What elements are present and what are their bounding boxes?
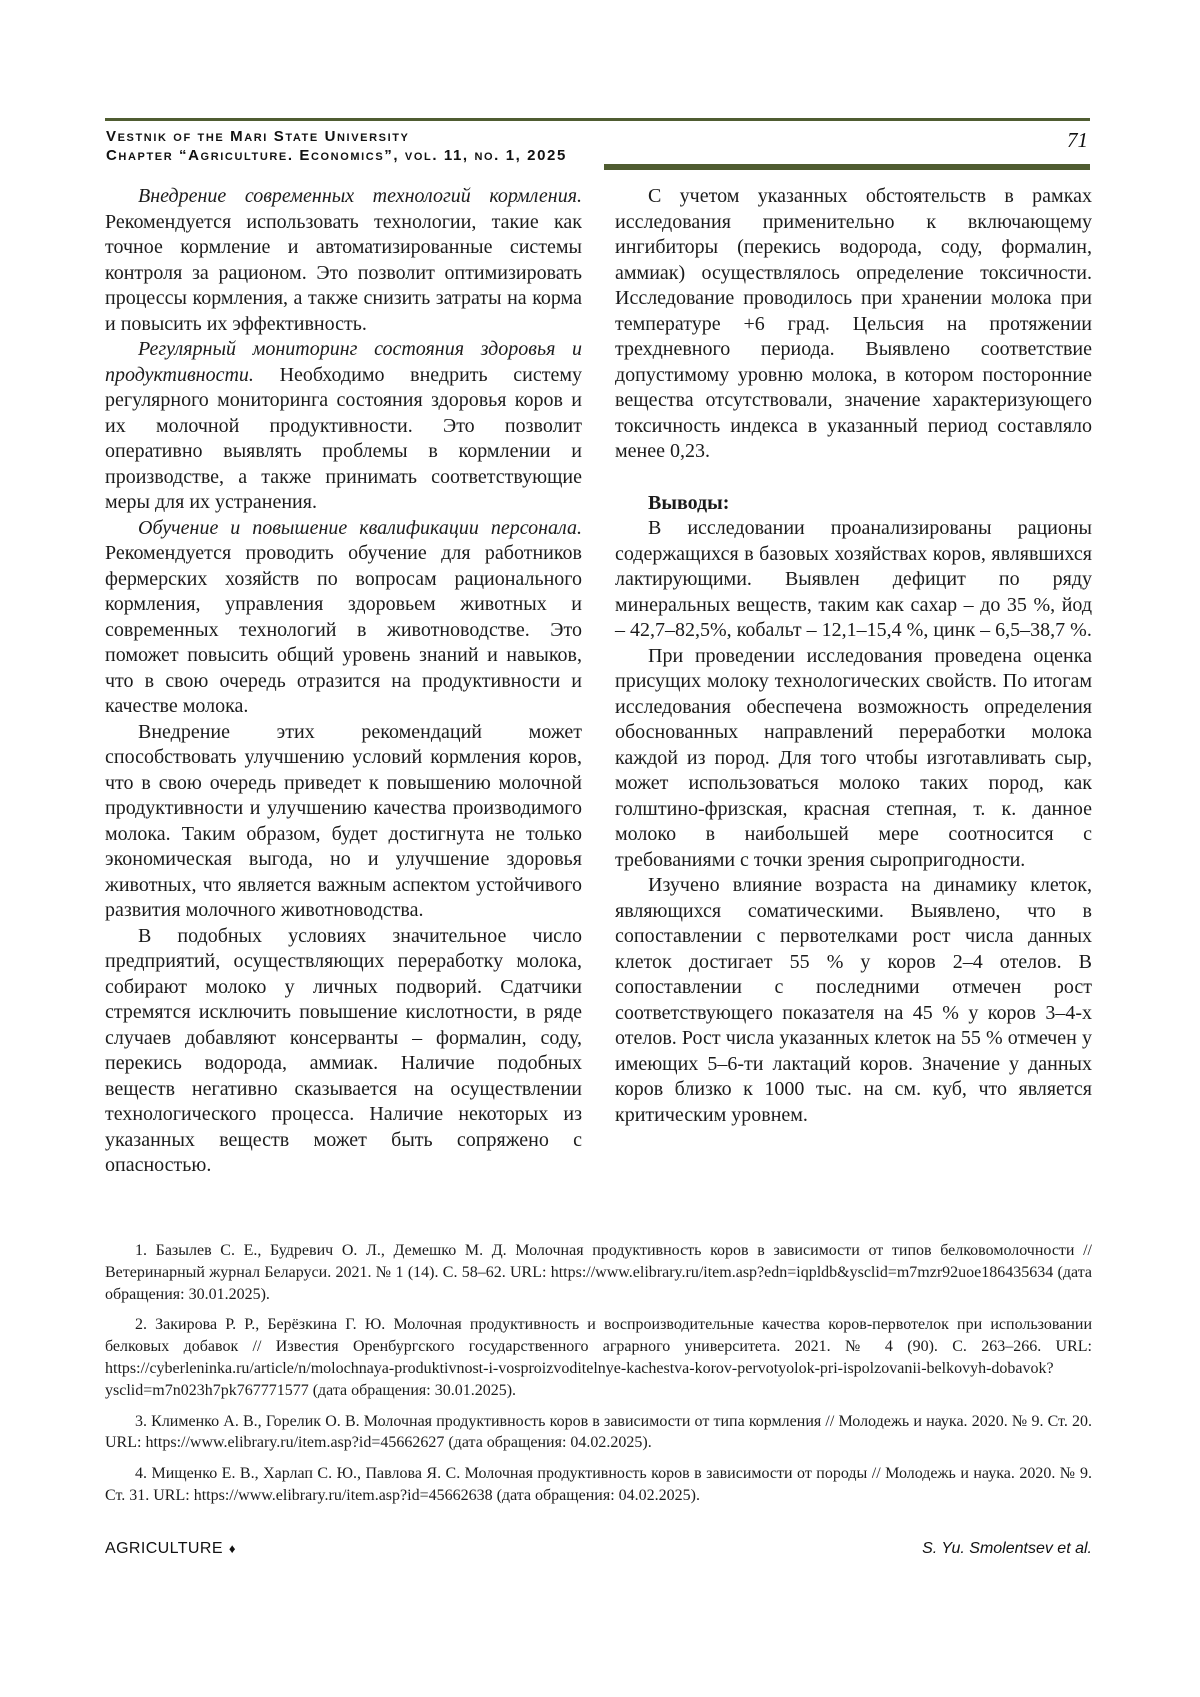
header-rule-top bbox=[105, 118, 1090, 121]
paragraph-text: При проведении исследования проведена оценка присущих молоку технологических свойств. По итогам исследования обеспечена возможность определения обоснованных направлений переработки молока каждой из пород. Для того чтобы изготавливать сыр, может использоваться молоко таких пород, как голштино-фризская, красная степная, т. к. данное молоко в наибольшей мере соотносится с требованиями с точки зрения сыропригодности. bbox=[615, 644, 1092, 871]
references-section bbox=[105, 1240, 1092, 1516]
conclusions-heading: Выводы: bbox=[648, 491, 730, 514]
diamond-icon: ♦ bbox=[228, 1541, 236, 1556]
paragraph-text: Рекомендуется использовать технологии, такие как точное кормление и автоматизированные системы контроля за рационом. Это позволит оптимизировать процессы кормления, а также снизить затраты на корма и повысить их эффективность. bbox=[105, 210, 582, 335]
paragraph bbox=[615, 644, 1092, 874]
reference-item: 2. Закирова Р. Р., Берёзкина Г. Ю. Молочная продуктивность и воспроизводительные качества коров-первотелок при использовании белковых добавок // Известия Оренбургского государственного аграрного университета. 2021. № 4 (90). С. 263–266. URL: https://cyberleninka.ru/article/n/molochnaya-produktivnost-i-vosproizvoditelnye-kachestva-korov-pervotyolok-pri-ispolzovanii-belkovyh-dobavok?ysclid=m7n023h7pk767771577 (дата обращения: 30.01.2025). bbox=[105, 1316, 1092, 1399]
paragraph bbox=[615, 184, 1092, 465]
paragraph bbox=[615, 873, 1092, 1128]
paragraph-lead: Внедрение современных технологий кормления. bbox=[138, 185, 582, 207]
paragraph-text: С учетом указанных обстоятельств в рамках исследования применительно к включающему ингибиторы (перекись водорода, соду, формалин, аммиак) осуществлялось определение токсичности. Исследование проводилось при хранении молока при температуре +6 град. Цельсия на протяжении трехдневного периода. Выявлено соответствие допустимому уровню молока, в котором посторонние вещества отсутствовали, значение характеризующего токсичность индекса в указанный период составляло менее 0,23. bbox=[615, 185, 1092, 462]
reference-item: 1. Базылев С. Е., Будревич О. Л., Демешко М. Д. Молочная продуктивность коров в зависимости от типов белковомолочности // Ветеринарный журнал Беларуси. 2021. № 1 (14). С. 58–62. URL: https://www.elibrary.ru/item.asp?edn=iqpldb&ysclid=m7mzr92uoe186435634 (дата обращения: 30.01.2025). bbox=[105, 1242, 1092, 1303]
paragraph bbox=[105, 184, 582, 337]
chapter-line: Chapter “Agriculture. Economics”, vol. 11, no. 1, 2025 bbox=[106, 147, 567, 164]
paragraph-lead: Регулярный мониторинг состояния здоровья и продуктивности. bbox=[105, 338, 582, 386]
paragraph bbox=[105, 924, 582, 1179]
running-header bbox=[106, 127, 567, 165]
page-footer bbox=[105, 1540, 1092, 1558]
paragraph-text: Рекомендуется проводить обучение для работников фермерских хозяйств по вопросам рационального кормления, управления здоровьем животных и современных технологий в животноводстве. Это поможет повысить общий уровень знаний и навыков, что в свою очередь отразится на продуктивности и качестве молока. bbox=[105, 542, 582, 717]
journal-name: Vestnik of the Mari State University bbox=[106, 128, 410, 145]
paragraph bbox=[105, 337, 582, 516]
reference-item: 3. Клименко А. В., Горелик О. В. Молочная продуктивность коров в зависимости от типа кормления // Молодежь и наука. 2020. № 9. Ст. 20. URL: https://www.elibrary.ru/item.asp?id=45662627 (дата обращения: 04.02.2025). bbox=[105, 1412, 1092, 1452]
page-number: 71 bbox=[1067, 128, 1088, 152]
paragraph-text: В исследовании проанализированы рационы содержащихся в базовых хозяйствах коров, являвшихся лактирующими. Выявлен дефицит по ряду минеральных веществ, таким как сахар – до 35 %, йод – 42,7–82,5%, кобальт – 12,1–15,4 %, цинк – 6,5–38,7 %. bbox=[615, 517, 1092, 641]
paragraph-text: Изучено влияние возраста на динамику клеток, являющихся соматическими. Выявлено, что в сопоставлении с первотелками рост числа данных клеток достигает 55 % у коров 2–4 отелов. В сопоставлении с последними отмечен рост соответствующего показателя на 45 % у коров 3–4-х отелов. Рост числа указанных клеток на 55 % отмечен у имеющих 5–6-ти лактаций коров. Значение у данных коров близко к 1000 тыс. на см. куб, что является критическим уровнем. bbox=[615, 874, 1092, 1126]
left-column bbox=[105, 184, 582, 1179]
header-rule-thick bbox=[604, 164, 1090, 170]
right-column bbox=[615, 184, 1092, 1179]
paragraph-text: Внедрение этих рекомендаций может способствовать улучшению условий кормления коров, что в свою очередь приведет к повышению молочной продуктивности и улучшению качества производимого молока. Таким образом, будет достигнута не только экономическая выгода, но и улучшение здоровья животных, что является важным аспектом устойчивого развития молочного животноводства. bbox=[105, 720, 582, 921]
reference-item: 4. Мищенко Е. В., Харлап С. Ю., Павлова Я. С. Молочная продуктивность коров в зависимости от породы // Молодежь и наука. 2020. № 9. Ст. 31. URL: https://www.elibrary.ru/item.asp?id=45662638 (дата обращения: 04.02.2025). bbox=[105, 1465, 1092, 1504]
footer-section-label: AGRICULTURE bbox=[105, 1540, 223, 1557]
paragraph-lead: Обучение и повышение квалификации персонала. bbox=[138, 516, 582, 539]
footer-authors: S. Yu. Smolentsev et al. bbox=[922, 1540, 1092, 1557]
paragraph bbox=[615, 516, 1092, 644]
footer-section bbox=[105, 1540, 236, 1558]
paragraph bbox=[105, 516, 582, 720]
article-body bbox=[105, 184, 1092, 1179]
paragraph-text: В подобных условиях значительное число предприятий, осуществляющих переработку молока, собирают молоко у личных подворий. Сдатчики стремятся исключить повышение кислотности, в ряде случаев добавляют консерванты – формалин, соду, перекись водорода, аммиак. Наличие подобных веществ негативно сказывается на осуществлении технологического процесса. Наличие некоторых из указанных веществ может быть сопряжено с опасностью. bbox=[105, 924, 582, 1176]
paragraph-text: Необходимо внедрить систему регулярного мониторинга состояния здоровья коров и их молочной продуктивности. Это позволит оперативно выявлять проблемы в кормлении и производстве, а также принимать соответствующие меры для их устранения. bbox=[105, 363, 582, 513]
paragraph bbox=[105, 720, 582, 924]
